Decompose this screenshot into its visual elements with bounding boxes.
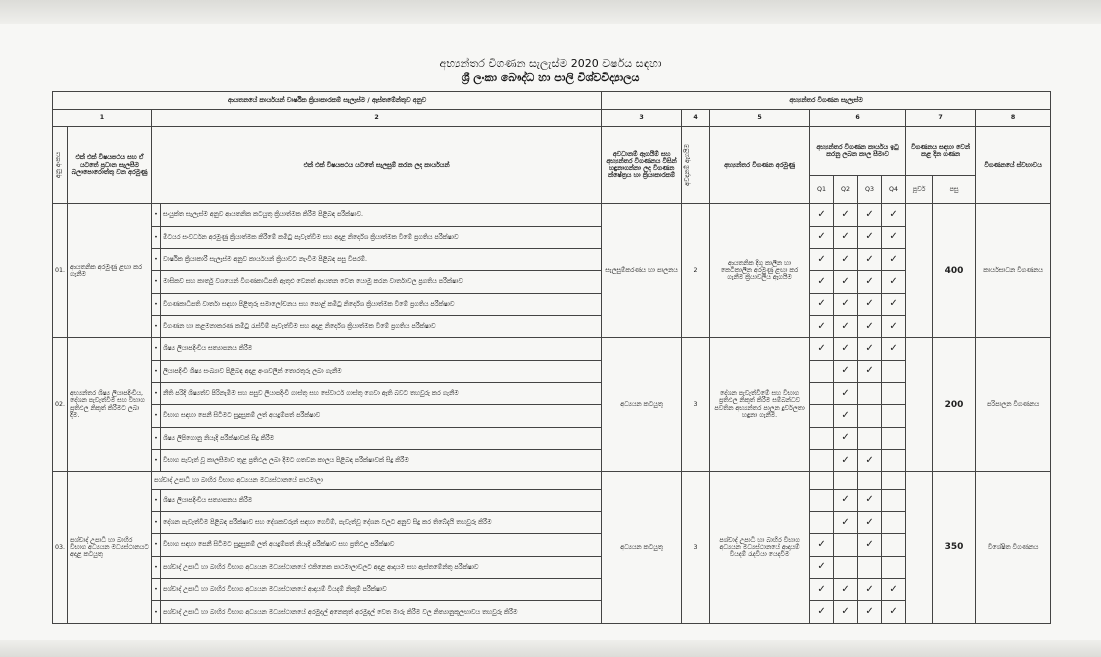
table-row: [53, 472, 1051, 490]
q1-tick: ✓: [810, 338, 834, 360]
col7-header: විගණනය සඳහා වෙන් කළ දින ගණන: [906, 127, 976, 176]
days-value: 200: [933, 338, 976, 472]
section-objective: ආයතනික අරමුණු ළඟා කර ගැනීම: [68, 204, 152, 338]
col4-header-cell: [682, 127, 710, 204]
days-pre-cell: [906, 472, 933, 624]
bullet: •: [152, 248, 161, 270]
col2-header: එක් එක් විෂයපථය යටතේ සැලසුම් කරන ලද කාර්යයන්: [152, 127, 602, 204]
q1-tick: [810, 405, 834, 427]
days-pre-cell: [906, 338, 933, 472]
q4-tick: [882, 449, 906, 471]
q3-tick: ✓: [858, 512, 882, 534]
days-post-label: පසු: [933, 175, 976, 204]
table-row: [53, 338, 1051, 360]
q4-tick: [882, 534, 906, 556]
col-number-2: 2: [152, 109, 602, 127]
scan-bottom-border: [0, 640, 1101, 657]
header-group-right: අභ්‍යන්තර විගණන සැලැස්ම: [602, 92, 1051, 110]
risk-level: 3: [682, 472, 710, 624]
q3-tick: ✓: [858, 226, 882, 248]
q2-tick: ✓: [834, 405, 858, 427]
q2-tick: ✓: [834, 271, 858, 293]
table-row: [53, 427, 1051, 449]
q2-tick: ✓: [834, 449, 858, 471]
bullet: •: [152, 449, 161, 471]
col-number-6: 6: [810, 109, 906, 127]
q1-tick: [810, 472, 834, 490]
q2-tick: ✓: [834, 601, 858, 624]
q3-tick: [858, 556, 882, 578]
q4-tick: ✓: [882, 601, 906, 624]
q2-tick: [834, 556, 858, 578]
section-number: 02.: [53, 338, 68, 472]
table-row: [53, 204, 1051, 226]
q4-tick: ✓: [882, 248, 906, 270]
days-value: 400: [933, 204, 976, 338]
col1-header: එක් එක් විෂයපථය සහ ඒ යටතේ ප්‍රධාන සැලසීම බලාපොරොත්තු වන අරමුණු: [68, 127, 152, 204]
q1-tick: ✓: [810, 226, 834, 248]
days-pre-cell: [906, 204, 933, 338]
activity-text: විගණකාධිපති වාර්තා සඳහා පිළිතුරු සමාලෝචනය සහ පොළ් කමිටු නිර්දේශ ක්‍රියාත්මක වීමේ ප්‍රගතිය පරීක්ෂාව: [161, 293, 602, 315]
activity-text: පශ්චාද් උපාධි හා බාහිර විභාග අධ්‍යයන මධ්‍යස්ථානයේ ආදායම් වියදම් නිකුම් පරීක්ෂාව: [161, 579, 602, 601]
activity-text: සංයුක්ත සැලැස්ම අනුව ආයතනික කටයුතු ක්‍රියාත්මක කිරීම පිළිබඳ පරීක්ෂාව.: [161, 204, 602, 226]
table-row: [53, 226, 1051, 248]
col-number-4: 4: [682, 109, 710, 127]
q2-tick: ✓: [834, 226, 858, 248]
header-group-row: [53, 92, 1051, 110]
days-pre-label: පූර්ව: [906, 175, 933, 204]
q3-tick: ✓: [858, 360, 882, 382]
activity-text: වාර්ෂික ක්‍රියාකාරී සැලැස්ම අනුව කාර්යයන් ක්‍රියාවට නැංවීම පිළිබඳ පසු විපරම්.: [161, 248, 602, 270]
q2-tick: ✓: [834, 338, 858, 360]
q4-tick: ✓: [882, 271, 906, 293]
bullet: •: [152, 315, 161, 337]
activity-text: විගණන හා කළමනාකරණ කමිටු රැස්වීම් පැවැත්වීම සහ අදාළ නිර්දේශ ක්‍රියාත්මක වීමේ ප්‍රගතිය පරීක්ෂාව: [161, 315, 602, 337]
risk-level: 2: [682, 204, 710, 338]
table-row: [53, 360, 1051, 382]
section-number: 03.: [53, 472, 68, 624]
q1-tick: [810, 427, 834, 449]
audit-nature: විශේෂිත විගණනය: [976, 472, 1051, 624]
q4-tick: ✓: [882, 579, 906, 601]
q4-tick: [882, 360, 906, 382]
q4-tick: ✓: [882, 293, 906, 315]
col-number-8: 8: [976, 109, 1051, 127]
activity-text: ශිෂ්‍ය ලියාපදිංචිය සත්‍යාපනය කිරීම: [161, 489, 602, 511]
no-header-cell: [53, 127, 68, 204]
activity-text: පශ්චාද් උපාධි හා බාහිර විභාග අධ්‍යයන මධ්‍යස්ථානයේ අරමුදල් අනෙකුත් අරමුදල් වෙත මාරු කිරීම වල නිත්‍යානුකූලභාවය තහවුරු කිරීම: [161, 601, 602, 624]
q4-tick: [882, 489, 906, 511]
q1-tick: ✓: [810, 315, 834, 337]
q3-tick: ✓: [858, 271, 882, 293]
q3-tick: ✓: [858, 293, 882, 315]
q1-tick: ✓: [810, 534, 834, 556]
col-number-1: 1: [53, 109, 152, 127]
activity-text: විභාග සඳහා පෙනී සිටීමට සුදුසුකම් ලත් අයදුම්පත් පරීක්ෂාව: [161, 405, 602, 427]
risk-area: අධ්‍යයන කටයුතු: [602, 338, 682, 472]
col3-header: අවධානම් ඇගයීම් සහ අභ්‍යන්තර විගණනය විසින් හඳුනාගන්නා ලද විගණන ක්ෂේත්‍රය හා ක්‍රියාකාරකම්: [602, 127, 682, 204]
q1-tick: ✓: [810, 204, 834, 226]
q2-tick: ✓: [834, 512, 858, 534]
q1-tick: ✓: [810, 248, 834, 270]
header-group-left: ආයතනයේ කාර්යයන් වාර්ෂික ක්‍රියාකාරකම් සැලැස්ම / ඇස්තමේන්තුව අනුව: [53, 92, 602, 110]
q2-tick: ✓: [834, 360, 858, 382]
table-row: [53, 512, 1051, 534]
q4-tick: [882, 427, 906, 449]
q2-tick: ✓: [834, 293, 858, 315]
col6-header: අභ්‍යන්තර විගණන කාර්යය ඉටු කරනු ලබන කාල සීමාව: [810, 127, 906, 176]
col4-header: අවදානම් ඇගයීම: [684, 144, 692, 187]
no-header: අනු අංකය: [55, 152, 62, 179]
q1-tick: [810, 360, 834, 382]
q3-tick: ✓: [858, 248, 882, 270]
bullet: •: [152, 579, 161, 601]
bullet: •: [152, 534, 161, 556]
q2-tick: ✓: [834, 248, 858, 270]
quarter-q4: Q4: [882, 175, 906, 204]
bullet: •: [152, 293, 161, 315]
q2-tick: ✓: [834, 489, 858, 511]
activity-text: ලියාපදිංචි ශිෂ්‍ය සංඛ්‍යාව පිළිබඳ අදාළ අංශවලින් තොරතුරු ලබා ගැනීම: [161, 360, 602, 382]
table-row: [53, 579, 1051, 601]
bullet: •: [152, 489, 161, 511]
q4-tick: ✓: [882, 204, 906, 226]
audit-objective: ආයතනික දිගු කාලීන හා කෙටිකාලීන අරමුණු ළඟා කර ගැනීම ක්‍රියාවලිය ඇගයීම: [710, 204, 810, 338]
q4-tick: [882, 472, 906, 490]
col5-header: අභ්‍යන්තර විගණන අරමුණු: [710, 127, 810, 204]
table-row: [53, 534, 1051, 556]
bullet: •: [152, 601, 161, 624]
bullet: •: [152, 271, 161, 293]
document-title: අභ්‍යන්තර විගණන සැලැස්ම 2020 වර්ෂය සඳහා: [439, 57, 662, 70]
table-row: [53, 293, 1051, 315]
activity-text: විභාග සඳහා පෙනී සිටීමට සුදුසුකම් ලත් අයදුම්පත් නියැදි පරීක්ෂාව සහ ප්‍රතිඵල පරීක්ෂාව: [161, 534, 602, 556]
q3-tick: ✓: [858, 315, 882, 337]
table-row: [53, 601, 1051, 624]
risk-area: අධ්‍යයන කටයුතු: [602, 472, 682, 624]
bullet: •: [152, 512, 161, 534]
q3-tick: ✓: [858, 534, 882, 556]
q4-tick: [882, 382, 906, 404]
header-title-row: [53, 127, 1051, 176]
q2-tick: ✓: [834, 579, 858, 601]
q1-tick: [810, 512, 834, 534]
q4-tick: ✓: [882, 338, 906, 360]
table-row: [53, 248, 1051, 270]
audit-objective: දේශන පැවැත්වීමේ සහ විභාග ප්‍රතිඵල නිකුත් කිරීම සම්බන්ධව පවතින අභ්‍යන්තර පාලන දුර්වලතා හඳුනා ගැනීම.: [710, 338, 810, 472]
q3-tick: ✓: [858, 579, 882, 601]
activity-text: ශිෂ්‍ය ලියාපදිංචිය සත්‍යාපනය කිරීම: [161, 338, 602, 360]
activity-text: පශ්චාද් උපාධි හා බාහිර විභාග අධ්‍යයන මධ්‍යස්ථානයේ එකිනෙක පාඨමාලාවලට අදාළ ආදායම සහ ඇස්තමේන්තු පරීක්ෂාව: [161, 556, 602, 578]
table-row: [53, 315, 1051, 337]
q1-tick: [810, 489, 834, 511]
audit-plan-table: [52, 91, 1051, 624]
q3-tick: [858, 472, 882, 490]
q1-tick: ✓: [810, 579, 834, 601]
col8-header: විගණනයේ ස්වභාවය: [976, 127, 1051, 204]
activity-text: ශිෂ්‍ය ලිපිගොනු නියැදි පරීක්ෂාවක් සිදු කිරීම: [161, 427, 602, 449]
section-objective: අභ්‍යන්තර ශිෂ්‍ය ලියාපදිංචිය, දේශන පැවැත්වීම සහ විභාග ප්‍රතිඵල නිකුත් කිරීමට ලබා දීම.: [68, 338, 152, 472]
q4-tick: ✓: [882, 226, 906, 248]
activity-text: විභාග පැවැත් වූ කාලසීමාව තුළ ප්‍රතිඵල ලබා දීමට ගතවන කාලය පිළිබඳ පරීක්ෂාවක් සිදු කිරීම: [161, 449, 602, 471]
table-row: [53, 271, 1051, 293]
col-number-5: 5: [710, 109, 810, 127]
q3-tick: ✓: [858, 489, 882, 511]
q4-tick: [882, 405, 906, 427]
q2-tick: ✓: [834, 427, 858, 449]
section-number: 01.: [53, 204, 68, 338]
q1-tick: [810, 382, 834, 404]
bullet: •: [152, 427, 161, 449]
bullet: •: [152, 556, 161, 578]
days-value: 350: [933, 472, 976, 624]
q1-tick: ✓: [810, 293, 834, 315]
section-objective: පශ්චාද් උපාධි හා බාහිර විභාග අධ්‍යයන මධ්‍යස්ථානයට අදාළ කටයුතු: [68, 472, 152, 624]
q3-tick: ✓: [858, 204, 882, 226]
bullet: •: [152, 360, 161, 382]
q2-tick: ✓: [834, 204, 858, 226]
q3-tick: [858, 405, 882, 427]
risk-level: 3: [682, 338, 710, 472]
risk-area: සැලසුම්කරණය හා පාලනය: [602, 204, 682, 338]
q2-tick: ✓: [834, 382, 858, 404]
q3-tick: ✓: [858, 449, 882, 471]
q4-tick: [882, 512, 906, 534]
q1-tick: ✓: [810, 556, 834, 578]
table-row: [53, 449, 1051, 471]
quarter-q3: Q3: [858, 175, 882, 204]
col-number-7: 7: [906, 109, 976, 127]
table-row: [53, 382, 1051, 404]
audit-nature: පරිපාලන විගණනය: [976, 338, 1051, 472]
activity-text: දේශන පැවැත්වීම පිළිබඳ පරීක්ෂාව සහ දේශකවරුන් සඳහා ගෙවීම්, පැවැත්වූ දේශන වලට අනුව සිදු කර තිබේදැයි තහවුරු කිරීම: [161, 512, 602, 534]
quarter-q2: Q2: [834, 175, 858, 204]
q4-tick: [882, 556, 906, 578]
bullet: •: [152, 226, 161, 248]
q3-tick: ✓: [858, 601, 882, 624]
table-row: [53, 489, 1051, 511]
section-intro: පශ්චාද් උපාධි හා බාහිර විභාග අධ්‍යයන මධ්‍යස්ථානයේ පාඨමාලා: [152, 472, 602, 490]
audit-nature: කාර්යසාධන විගණනය: [976, 204, 1051, 338]
q1-tick: [810, 449, 834, 471]
bullet: •: [152, 382, 161, 404]
q3-tick: [858, 382, 882, 404]
quarter-q1: Q1: [810, 175, 834, 204]
q1-tick: ✓: [810, 271, 834, 293]
q3-tick: ✓: [858, 338, 882, 360]
activity-text: මීටයර සංවර්ධන අරමුණු ක්‍රියාත්මක කිරීමේ කමිටු පැවැත්වීම සහ අදාළ නිර්දේශ ක්‍රියාත්මක වීමේ ප්‍රගතිය පරීක්ෂාව: [161, 226, 602, 248]
activity-text: මාසිකව සහ කාර්තු වශයෙන් විගණකාධිපති ඇතුළු වෙනත් ආයතන වෙත යොමු කරන වාර්තාවල ප්‍රගතිය පරීක්ෂාව: [161, 271, 602, 293]
header-number-row: [53, 109, 1051, 127]
table-row: [53, 405, 1051, 427]
col-number-3: 3: [602, 109, 682, 127]
scan-top-border: [0, 0, 1101, 24]
q2-tick: [834, 534, 858, 556]
table-row: [53, 556, 1051, 578]
q4-tick: ✓: [882, 315, 906, 337]
q1-tick: ✓: [810, 601, 834, 624]
bullet: •: [152, 405, 161, 427]
q3-tick: [858, 427, 882, 449]
bullet: •: [152, 338, 161, 360]
activity-text: නීති පරිදි ශිෂ්‍යත්ව පිරිනැමීම සහ පසුව ලියාපදිංචි ගාස්තු සහ සේවාර්ථ ගාස්තු ගෙවා ඇති බවට තහවුරු කර ගැනීම: [161, 382, 602, 404]
q2-tick: ✓: [834, 315, 858, 337]
q2-tick: [834, 472, 858, 490]
bullet: •: [152, 204, 161, 226]
document-subtitle: ශ්‍රී ලංකා බෞද්ධ හා පාලි විශ්වවිද්‍යාලය: [461, 71, 640, 84]
audit-objective: පශ්චාද් උපාධි හා බාහිර විභාග අධ්‍යයන මධ්‍යස්ථානයේ ආදායම් වියදම් රැදවියා යෙදවීම: [710, 472, 810, 624]
